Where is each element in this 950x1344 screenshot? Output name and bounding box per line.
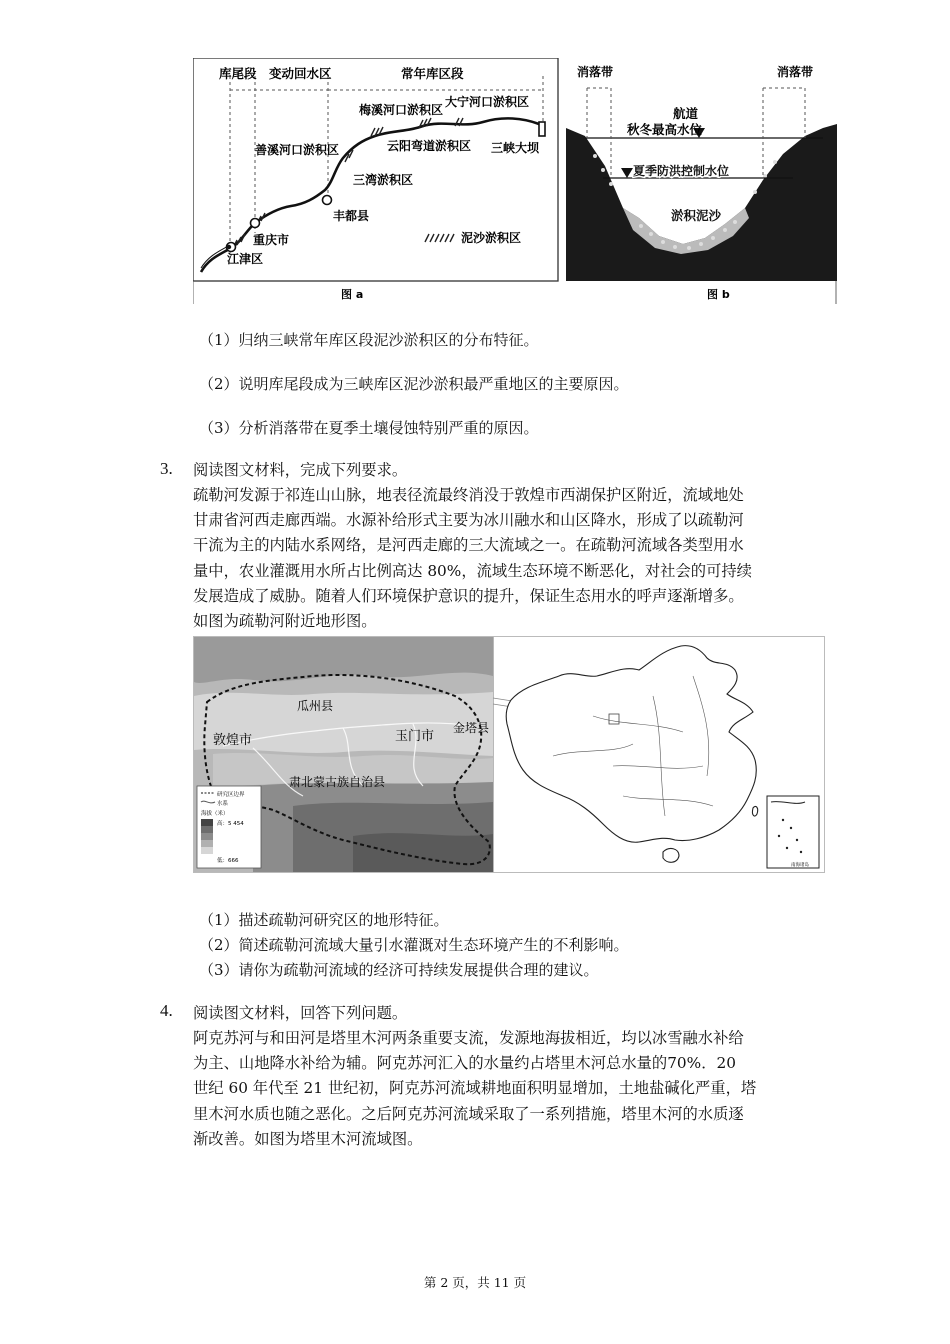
q4-line-2: 为主、山地降水补给为辅。阿克苏河汇入的水量约占塔里木河总水量的70%．20	[193, 1054, 736, 1073]
label-dunhuang: 敦煌市	[213, 733, 253, 748]
south-china-sea-inset	[767, 796, 819, 868]
inset-label: 南海诸岛	[791, 863, 809, 868]
figure-three-gorges	[193, 58, 837, 304]
q4-line-4: 里木河水质也随之恶化。之后阿克苏河流域采取了一系列措施，塔里木河的水质逐	[193, 1104, 744, 1123]
panel-a-map	[193, 58, 558, 301]
label-sanwan: 三湾淤积区	[353, 173, 414, 187]
label-jiangjin: 江津区	[227, 252, 264, 266]
q4-intro: 阅读图文材料，回答下列问题。	[193, 1004, 408, 1022]
q3-line-1: 疏勒河发源于祁连山山脉，地表径流最终消没于敦煌市西湖保护区附近，流域地处	[193, 486, 744, 504]
q4-line-5: 渐改善。如图为塔里木河流域图。	[193, 1129, 423, 1148]
terrain-map	[194, 637, 494, 872]
q3-item-3: （3）请你为疏勒河流域的经济可持续发展提供合理的建议。	[199, 961, 599, 979]
label-left-drawdown-zone: 消落带	[577, 65, 614, 79]
label-three-gorges-dam: 三峡大坝	[491, 141, 540, 155]
q3-intro: 阅读图文材料，完成下列要求。	[193, 461, 408, 479]
legend-boundary: 研究区边界	[217, 792, 245, 798]
q4-passage	[193, 1026, 813, 1152]
label-meixi-estuary: 梅溪河口淤积区	[359, 103, 444, 117]
label-right-drawdown-zone: 消落带	[777, 65, 814, 79]
q3-passage	[193, 483, 813, 634]
q2-item-2: （2）说明库尾段成为三峡库区泥沙淤积最严重地区的主要原因。	[199, 375, 629, 393]
label-backwater-zone: 变动回水区	[269, 66, 332, 81]
label-jinta: 金塔县	[453, 721, 490, 735]
label-fengdu: 丰都县	[333, 209, 370, 223]
q2-item-3: （3）分析消落带在夏季土壤侵蚀特别严重的原因。	[199, 419, 539, 437]
caption-figure-b: 图 b	[707, 288, 730, 301]
legend-elevation: 海拔（米）	[201, 811, 229, 817]
q3-line-4: 量中，农业灌溉用水所占比例高达 80%，流域生态环境不断恶化，对社会的可持续	[193, 561, 752, 580]
label-summer-flood-level: 夏季防洪控制水位	[633, 164, 730, 178]
label-yunyang-bend: 云阳弯道淤积区	[387, 139, 472, 153]
legend-high: 高：5 454	[217, 821, 244, 827]
label-tail-section: 库尾段	[219, 66, 257, 81]
q3-line-2: 甘肃省河西走廊西端。水源补给形式主要为冰川融水和山区降水，形成了以疏勒河	[193, 511, 744, 530]
terrain-legend	[197, 786, 261, 868]
label-guazhou: 瓜州县	[297, 699, 334, 713]
label-shanxi-estuary: 善溪河口淤积区	[255, 143, 340, 157]
label-chongqing: 重庆市	[253, 233, 290, 247]
label-channel: 航道	[673, 106, 699, 121]
label-winter-max-level: 秋冬最高水位	[627, 122, 703, 137]
q4-line-1: 阿克苏河与和田河是塔里木河两条重要支流，发源地海拔相近，均以冰雪融水补给	[193, 1029, 744, 1047]
label-perennial-section: 常年库区段	[401, 66, 464, 81]
label-daning-estuary: 大宁河口淤积区	[445, 95, 530, 109]
q4-number: 4.	[160, 1001, 173, 1020]
legend-low: 低：666	[217, 858, 239, 864]
q3-number: 3.	[160, 459, 173, 478]
q3-line-6: 如图为疏勒河附近地形图。	[193, 612, 377, 631]
q4-line-3: 世纪 60 年代至 21 世纪初，阿克苏河流域耕地面积明显增加，土地盐碱化严重，塔	[193, 1079, 757, 1098]
legend-sediment-zone: 泥沙淤积区	[461, 231, 522, 245]
legend-water: 水系	[217, 801, 229, 807]
label-subei: 肃北蒙古族自治县	[289, 775, 386, 789]
label-yumen: 玉门市	[395, 729, 435, 744]
q3-line-3: 干流为主的内陆水系网络，是河西走廊的三大流域之一。在疏勒河流域各类型用水	[193, 536, 744, 555]
label-sediment: 淤积泥沙	[671, 208, 722, 223]
q2-item-1: （1）归纳三峡常年库区段泥沙淤积区的分布特征。	[199, 331, 539, 349]
q3-item-1: （1）描述疏勒河研究区的地形特征。	[199, 911, 449, 929]
figure-shule-river-map	[193, 636, 825, 873]
caption-figure-a: 图 a	[341, 288, 364, 301]
q3-item-2: （2）简述疏勒河流域大量引水灌溉对生态环境产生的不利影响。	[199, 936, 629, 954]
panel-b-cross-section	[566, 58, 837, 301]
q3-line-5: 发展造成了威胁。随着人们环境保护意识的提升，保证生态用水的呼声逐渐增多。	[193, 586, 744, 605]
page-footer: 第 2 页，共 11 页	[423, 1275, 527, 1290]
